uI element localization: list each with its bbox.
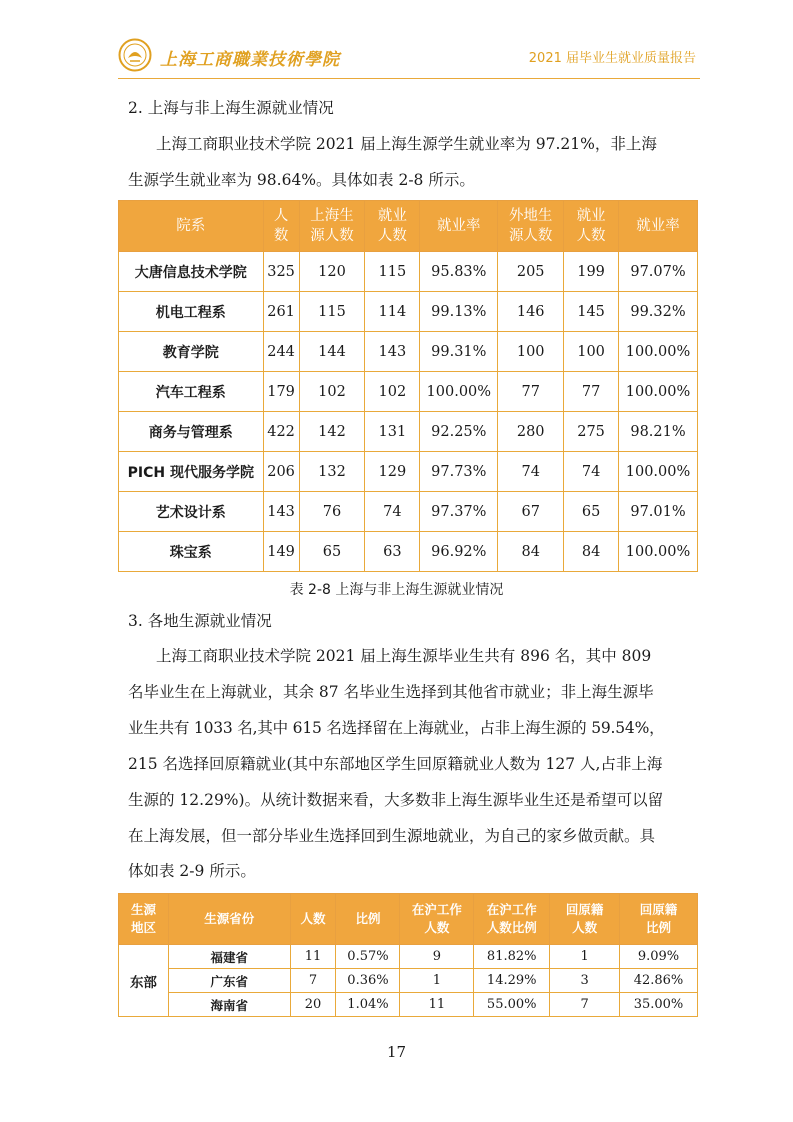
table-cell: 11 bbox=[290, 945, 336, 969]
table-cell: 143 bbox=[263, 492, 299, 532]
table-cell: 97.07% bbox=[619, 252, 698, 292]
table-cell: 142 bbox=[299, 412, 365, 452]
table-cell: 100.00% bbox=[619, 532, 698, 572]
table-cell: 98.21% bbox=[619, 412, 698, 452]
table-row bbox=[119, 372, 698, 412]
column-header-text: 生源省份 bbox=[204, 911, 255, 926]
table-cell: 100.00% bbox=[619, 372, 698, 412]
column-header-text: 外地生 bbox=[508, 208, 553, 224]
table-cell: 65 bbox=[299, 532, 365, 572]
column-header bbox=[474, 894, 550, 945]
column-header bbox=[619, 201, 698, 252]
table-cell: 84 bbox=[498, 532, 564, 572]
department-cell: 艺术设计系 bbox=[119, 492, 264, 532]
column-header bbox=[620, 894, 698, 945]
table-cell: 129 bbox=[365, 452, 420, 492]
table-cell: 99.32% bbox=[619, 292, 698, 332]
section-heading: 3. 各地生源就业情况 bbox=[128, 612, 272, 630]
section-heading: 2. 上海与非上海生源就业情况 bbox=[128, 99, 334, 117]
column-header-text: 源人数 bbox=[508, 228, 553, 244]
table-cell: 35.00% bbox=[620, 993, 698, 1017]
table-row bbox=[119, 532, 698, 572]
department-cell: 汽车工程系 bbox=[119, 372, 264, 412]
column-header bbox=[420, 201, 498, 252]
table-cell: 95.83% bbox=[420, 252, 498, 292]
table-2-9 bbox=[118, 893, 698, 1017]
column-header-text: 数 bbox=[273, 228, 289, 244]
paragraph-line: 215 名选择回原籍就业(其中东部地区学生回原籍就业人数为 127 人,占非上海 bbox=[128, 755, 663, 773]
department-cell: 教育学院 bbox=[119, 332, 264, 372]
table-2-8 bbox=[118, 200, 698, 572]
column-header-text: 在沪工作 bbox=[486, 902, 537, 917]
column-header-text: 人数 bbox=[424, 920, 450, 935]
table-cell: 100.00% bbox=[420, 372, 498, 412]
table-cell: 1.04% bbox=[336, 993, 400, 1017]
table-cell: 0.57% bbox=[336, 945, 400, 969]
column-header bbox=[119, 201, 264, 252]
table-cell: 96.92% bbox=[420, 532, 498, 572]
table-cell: 100 bbox=[498, 332, 564, 372]
column-header bbox=[290, 894, 336, 945]
table-cell: 144 bbox=[299, 332, 365, 372]
column-header-text: 就业率 bbox=[437, 218, 481, 234]
column-header bbox=[263, 201, 299, 252]
column-header-text: 回原籍 bbox=[639, 902, 678, 917]
paragraph-line: 上海工商职业技术学院 2021 届上海生源毕业生共有 896 名，其中 809 bbox=[156, 647, 652, 665]
table-cell: 275 bbox=[564, 412, 619, 452]
column-header-text: 人数 bbox=[377, 228, 407, 244]
table-cell: 76 bbox=[299, 492, 365, 532]
table-cell: 9.09% bbox=[620, 945, 698, 969]
table-row bbox=[119, 492, 698, 532]
column-header-text: 比例 bbox=[645, 920, 671, 935]
column-header bbox=[400, 894, 474, 945]
department-cell: 商务与管理系 bbox=[119, 412, 264, 452]
table-cell: 0.36% bbox=[336, 969, 400, 993]
table-cell: 65 bbox=[564, 492, 619, 532]
department-cell: 珠宝系 bbox=[119, 532, 264, 572]
table-cell: 20 bbox=[290, 993, 336, 1017]
table-cell: 132 bbox=[299, 452, 365, 492]
table-cell: 131 bbox=[365, 412, 420, 452]
table-cell: 81.82% bbox=[474, 945, 550, 969]
paragraph-line: 生源的 12.29%)。从统计数据来看，大多数非上海生源毕业生还是希望可以留 bbox=[128, 791, 664, 809]
column-header-text: 上海生 bbox=[310, 208, 354, 224]
column-header bbox=[498, 201, 564, 252]
column-header-text: 人数 bbox=[300, 911, 326, 926]
table-caption: 表 2-8 上海与非上海生源就业情况 bbox=[289, 582, 504, 598]
paragraph-line: 体如表 2-9 所示。 bbox=[128, 862, 256, 880]
paragraph-line: 上海工商职业技术学院 2021 届上海生源学生就业率为 97.21%，非上海 bbox=[156, 135, 657, 153]
table-cell: 74 bbox=[365, 492, 420, 532]
table-row bbox=[119, 969, 698, 993]
table-cell: 84 bbox=[564, 532, 619, 572]
table-cell: 205 bbox=[498, 252, 564, 292]
school-logo-icon bbox=[118, 38, 152, 72]
table-cell: 9 bbox=[400, 945, 474, 969]
column-header bbox=[299, 201, 365, 252]
table-cell: 11 bbox=[400, 993, 474, 1017]
table-cell: 100 bbox=[564, 332, 619, 372]
column-header bbox=[336, 894, 400, 945]
table-cell: 145 bbox=[564, 292, 619, 332]
column-header-text: 源人数 bbox=[310, 228, 354, 244]
page-header bbox=[118, 34, 700, 80]
table-cell: 67 bbox=[498, 492, 564, 532]
column-header-text: 就业 bbox=[576, 208, 606, 224]
table-cell: 261 bbox=[263, 292, 299, 332]
table-cell: 102 bbox=[299, 372, 365, 412]
table-cell: 102 bbox=[365, 372, 420, 412]
table-cell: 7 bbox=[550, 993, 620, 1017]
paragraph-line: 生源学生就业率为 98.64%。具体如表 2-8 所示。 bbox=[128, 171, 475, 189]
column-header-text: 就业 bbox=[377, 208, 407, 224]
table-cell: 206 bbox=[263, 452, 299, 492]
page-number: 17 bbox=[386, 1043, 407, 1061]
table-cell: 143 bbox=[365, 332, 420, 372]
column-header-text: 生源 bbox=[130, 902, 156, 917]
table-cell: 1 bbox=[550, 945, 620, 969]
table-row bbox=[119, 292, 698, 332]
table-cell: 77 bbox=[564, 372, 619, 412]
table-cell: 55.00% bbox=[474, 993, 550, 1017]
header-divider bbox=[118, 78, 700, 79]
table-cell: 199 bbox=[564, 252, 619, 292]
table-header-row bbox=[119, 894, 698, 945]
table-cell: 97.37% bbox=[420, 492, 498, 532]
table-row bbox=[119, 945, 698, 969]
table-cell: 115 bbox=[365, 252, 420, 292]
column-header-text: 人数 bbox=[576, 228, 606, 244]
table-cell: 92.25% bbox=[420, 412, 498, 452]
column-header-text: 回原籍 bbox=[565, 902, 604, 917]
table-cell: 280 bbox=[498, 412, 564, 452]
table-cell: 3 bbox=[550, 969, 620, 993]
table-row bbox=[119, 412, 698, 452]
column-header-text: 在沪工作 bbox=[411, 902, 462, 917]
column-header-text: 比例 bbox=[355, 911, 381, 926]
table-cell: 114 bbox=[365, 292, 420, 332]
column-header-text: 就业率 bbox=[636, 218, 680, 234]
table-cell: 7 bbox=[290, 969, 336, 993]
column-header bbox=[564, 201, 619, 252]
table-cell: 99.31% bbox=[420, 332, 498, 372]
department-cell: 机电工程系 bbox=[119, 292, 264, 332]
table-cell: 63 bbox=[365, 532, 420, 572]
table-cell: 149 bbox=[263, 532, 299, 572]
column-header bbox=[365, 201, 420, 252]
table-header-row bbox=[119, 201, 698, 252]
table-cell: 244 bbox=[263, 332, 299, 372]
table-cell: 179 bbox=[263, 372, 299, 412]
table-cell: 74 bbox=[498, 452, 564, 492]
column-header-text: 人 bbox=[273, 208, 289, 224]
table-cell: 99.13% bbox=[420, 292, 498, 332]
report-title: 2021 届毕业生就业质量报告 bbox=[528, 51, 696, 66]
table-cell: 77 bbox=[498, 372, 564, 412]
paragraph-line: 在上海发展，但一部分毕业生选择回到生源地就业，为自己的家乡做贡献。具 bbox=[128, 827, 656, 845]
paragraph-line: 业生共有 1033 名,其中 615 名选择留在上海就业，占非上海生源的 59.54%， bbox=[128, 719, 665, 737]
table-row bbox=[119, 252, 698, 292]
column-header bbox=[119, 894, 169, 945]
table-cell: 100.00% bbox=[619, 452, 698, 492]
table-row bbox=[119, 993, 698, 1017]
table-row bbox=[119, 452, 698, 492]
department-cell: PICH 现代服务学院 bbox=[119, 452, 264, 492]
table-cell: 120 bbox=[299, 252, 365, 292]
table-cell: 42.86% bbox=[620, 969, 698, 993]
column-header-text: 人数 bbox=[572, 920, 598, 935]
province-cell: 福建省 bbox=[168, 945, 290, 969]
department-cell: 大唐信息技术学院 bbox=[119, 252, 264, 292]
column-header bbox=[168, 894, 290, 945]
province-cell: 广东省 bbox=[168, 969, 290, 993]
paragraph-line: 名毕业生在上海就业，其余 87 名毕业生选择到其他省市就业；非上海生源毕 bbox=[128, 683, 654, 701]
province-cell: 海南省 bbox=[168, 993, 290, 1017]
table-cell: 97.73% bbox=[420, 452, 498, 492]
table-cell: 74 bbox=[564, 452, 619, 492]
column-header-text: 院系 bbox=[176, 218, 206, 234]
table-cell: 146 bbox=[498, 292, 564, 332]
table-cell: 422 bbox=[263, 412, 299, 452]
column-header-text: 人数比例 bbox=[486, 920, 537, 935]
column-header-text: 地区 bbox=[130, 920, 156, 935]
table-cell: 115 bbox=[299, 292, 365, 332]
table-cell: 97.01% bbox=[619, 492, 698, 532]
table-cell: 325 bbox=[263, 252, 299, 292]
school-name: 上海工商職業技術學院 bbox=[160, 50, 340, 70]
table-cell: 100.00% bbox=[619, 332, 698, 372]
table-cell: 1 bbox=[400, 969, 474, 993]
column-header bbox=[550, 894, 620, 945]
region-cell: 东部 bbox=[119, 945, 169, 1017]
table-cell: 14.29% bbox=[474, 969, 550, 993]
table-row bbox=[119, 332, 698, 372]
